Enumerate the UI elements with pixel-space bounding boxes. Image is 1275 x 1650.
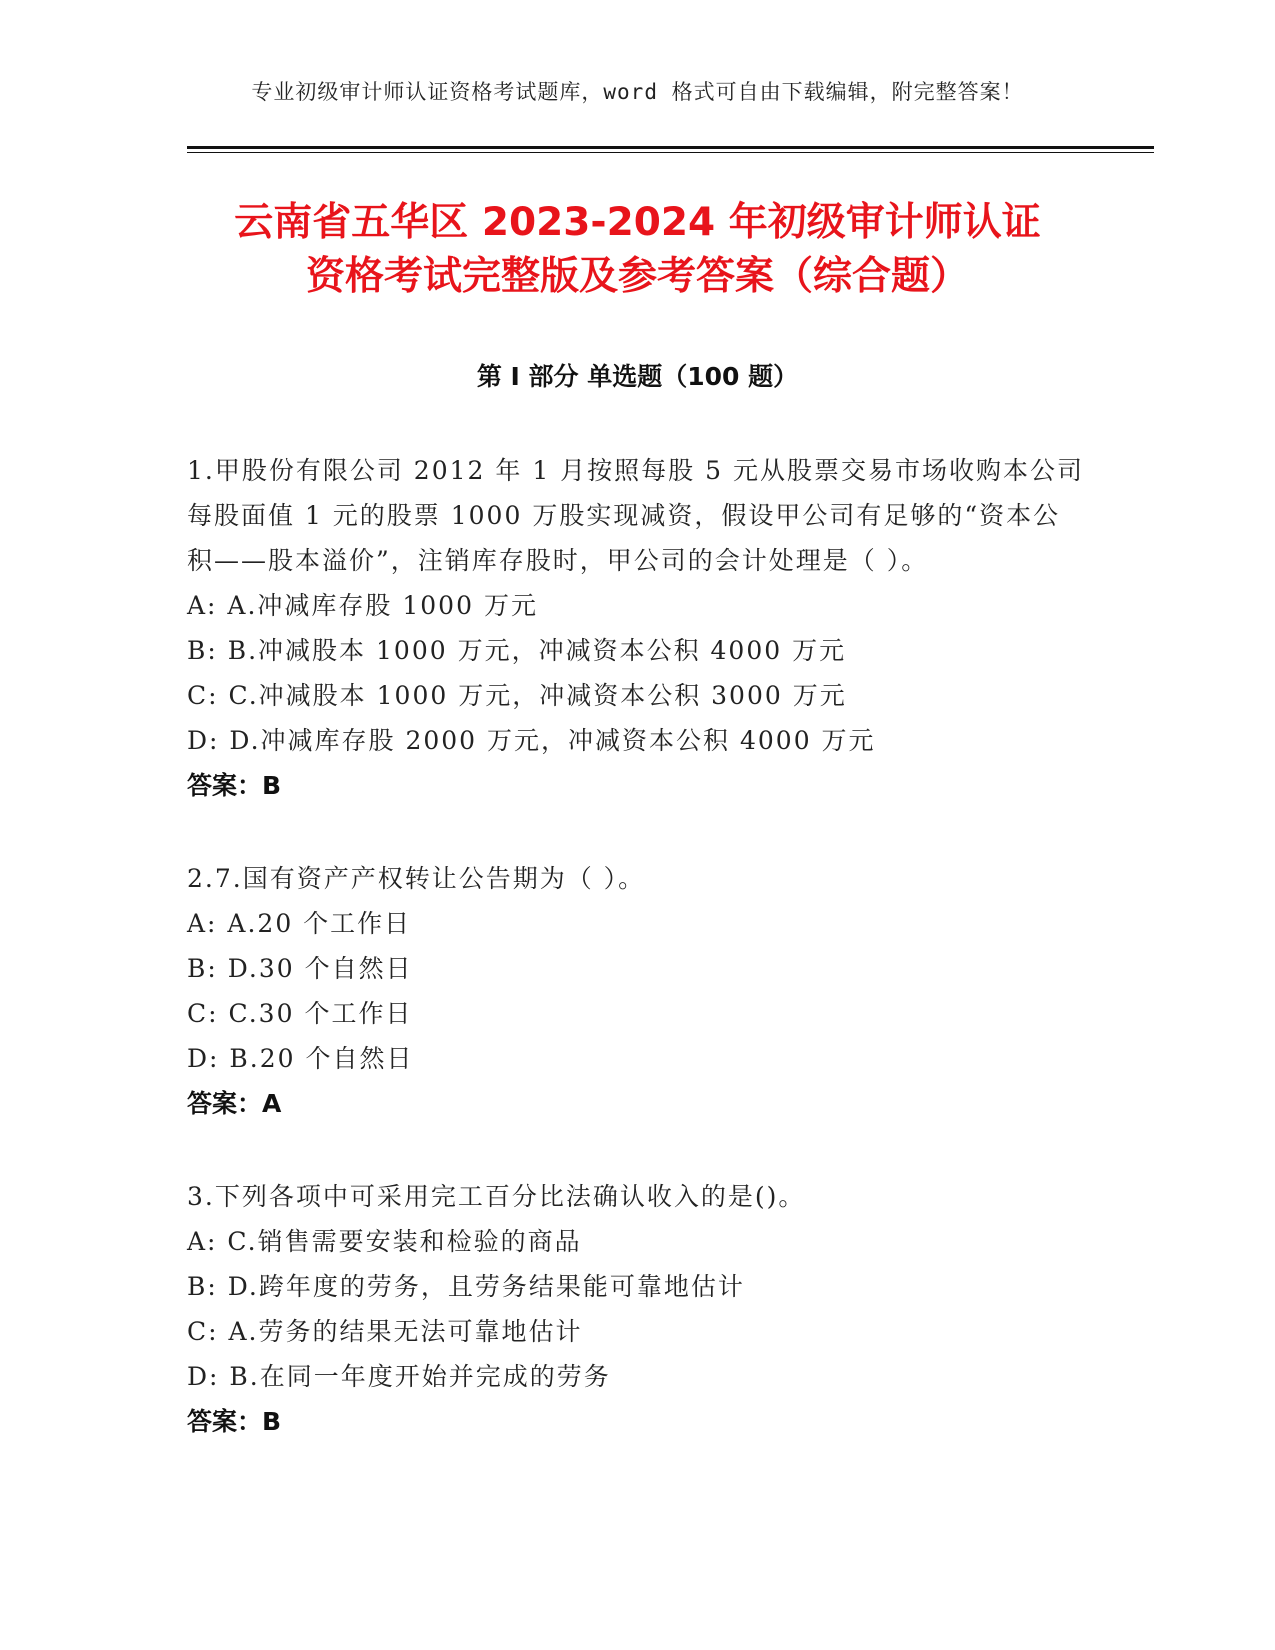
header-note: 专业初级审计师认证资格考试题库，word 格式可自由下载编辑，附完整答案！ [251, 80, 1024, 104]
section-title: 第 I 部分 单选题（100 题） [476, 362, 799, 391]
question-1 [187, 448, 1087, 808]
option-d: D: D.冲减库存股 2000 万元，冲减资本公积 4000 万元 [187, 726, 876, 755]
option-c: C: A.劳务的结果无法可靠地估计 [187, 1317, 583, 1346]
header-divider-thin [187, 152, 1154, 153]
question-stem: 1.甲股份有限公司 2012 年 1 月按照每股 5 元从股票交易市场收购本公司每股面值 1 元的股票 1000 万股实现减资，假设甲公司有足够的“资本公积——股本溢价”，注销库存股时，甲公司的会计处理是（ ）。 [187, 456, 1084, 575]
question-stem: 3.下列各项中可采用完工百分比法确认收入的是()。 [187, 1182, 806, 1211]
answer-label: 答案：B [187, 771, 282, 800]
option-b: B: B.冲减股本 1000 万元，冲减资本公积 4000 万元 [187, 636, 847, 665]
document-title-line-2: 资格考试完整版及参考答案（综合题） [305, 254, 969, 299]
question-3 [187, 1174, 1087, 1444]
document-title [150, 196, 1125, 304]
answer-label: 答案：B [187, 1407, 282, 1436]
option-b: B: D.跨年度的劳务，且劳务结果能可靠地估计 [187, 1272, 745, 1301]
question-stem: 2.7.国有资产产权转让公告期为（ ）。 [187, 864, 646, 893]
option-a: A: A.20 个工作日 [187, 909, 412, 938]
option-d: D: B.在同一年度开始并完成的劳务 [187, 1362, 611, 1391]
option-a: A: C.销售需要安装和检验的商品 [187, 1227, 582, 1256]
option-b: B: D.30 个自然日 [187, 954, 413, 983]
option-c: C: C.冲减股本 1000 万元，冲减资本公积 3000 万元 [187, 681, 847, 710]
option-a: A: A.冲减库存股 1000 万元 [187, 591, 538, 620]
option-c: C: C.30 个工作日 [187, 999, 413, 1028]
answer-label: 答案：A [187, 1089, 282, 1118]
question-2 [187, 856, 1087, 1126]
document-title-line-1: 云南省五华区 2023-2024 年初级审计师认证 [234, 200, 1041, 245]
option-d: D: B.20 个自然日 [187, 1044, 414, 1073]
question-list [187, 448, 1087, 1492]
header-divider-thick [187, 146, 1154, 149]
